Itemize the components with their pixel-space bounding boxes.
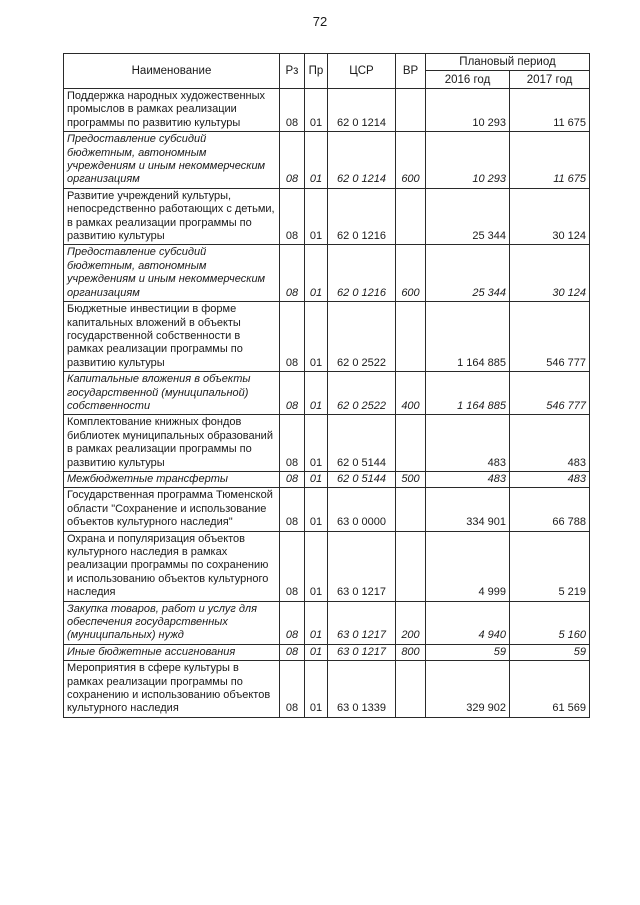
row-amount-2016: 1 164 885: [426, 372, 510, 415]
row-amount-2016: 329 902: [426, 661, 510, 718]
row-rz: 08: [280, 188, 305, 245]
table-row: [64, 531, 590, 601]
table-row: [64, 89, 590, 132]
header-year-2017: 2017 год: [510, 71, 590, 89]
table-row: [64, 372, 590, 415]
row-pr: 01: [305, 89, 328, 132]
row-pr: 01: [305, 488, 328, 531]
row-csr: 62 0 2522: [328, 372, 396, 415]
table-row: [64, 471, 590, 487]
row-csr: 62 0 1214: [328, 132, 396, 189]
row-name: Иные бюджетные ассигнования: [64, 644, 280, 660]
row-rz: 08: [280, 601, 305, 644]
row-amount-2016: 1 164 885: [426, 302, 510, 372]
row-vr: [396, 488, 426, 531]
row-amount-2017: 483: [510, 415, 590, 472]
row-vr: 800: [396, 644, 426, 660]
row-pr: 01: [305, 188, 328, 245]
row-amount-2017: 30 124: [510, 245, 590, 302]
row-rz: 08: [280, 644, 305, 660]
header-pr: Пр: [305, 54, 328, 89]
header-csr: ЦСР: [328, 54, 396, 89]
row-name: Межбюджетные трансферты: [64, 471, 280, 487]
row-name: Развитие учреждений культуры, непосредственно работающих с детьми, в рамках реализации программы по развитию культуры: [64, 188, 280, 245]
row-amount-2016: 25 344: [426, 245, 510, 302]
row-amount-2016: 334 901: [426, 488, 510, 531]
table-row: [64, 188, 590, 245]
row-vr: [396, 661, 426, 718]
row-csr: 63 0 1217: [328, 531, 396, 601]
row-pr: 01: [305, 415, 328, 472]
row-name: Мероприятия в сфере культуры в рамках реализации программы по сохранению и использованию объектов культурного наследия: [64, 661, 280, 718]
page-number: 72: [312, 14, 328, 29]
table-row: [64, 488, 590, 531]
row-name: Капитальные вложения в объекты государственной (муниципальной) собственности: [64, 372, 280, 415]
row-rz: 08: [280, 302, 305, 372]
table-header: [64, 54, 590, 89]
row-rz: 08: [280, 372, 305, 415]
row-vr: 600: [396, 132, 426, 189]
row-rz: 08: [280, 531, 305, 601]
row-pr: 01: [305, 245, 328, 302]
row-amount-2016: 483: [426, 415, 510, 472]
table-row: [64, 601, 590, 644]
table-row: [64, 245, 590, 302]
table-row: [64, 132, 590, 189]
row-csr: 63 0 1339: [328, 661, 396, 718]
row-vr: [396, 302, 426, 372]
row-amount-2016: 25 344: [426, 188, 510, 245]
row-pr: 01: [305, 601, 328, 644]
row-amount-2017: 5 219: [510, 531, 590, 601]
row-csr: 62 0 5144: [328, 415, 396, 472]
row-csr: 62 0 2522: [328, 302, 396, 372]
row-csr: 62 0 5144: [328, 471, 396, 487]
row-amount-2017: 546 777: [510, 302, 590, 372]
row-amount-2016: 4 940: [426, 601, 510, 644]
row-csr: 63 0 1217: [328, 601, 396, 644]
row-name: Бюджетные инвестиции в форме капитальных вложений в объекты государственной собственности в рамках реализации программы по развитию культуры: [64, 302, 280, 372]
row-name: Поддержка народных художественных промыслов в рамках реализации программы по развитию культуры: [64, 89, 280, 132]
row-vr: 600: [396, 245, 426, 302]
header-vr: ВР: [396, 54, 426, 89]
row-vr: [396, 531, 426, 601]
row-rz: 08: [280, 488, 305, 531]
row-amount-2016: 4 999: [426, 531, 510, 601]
table-body: [64, 89, 590, 718]
row-vr: [396, 89, 426, 132]
header-planned-period: Плановый период: [426, 54, 590, 71]
row-csr: 63 0 1217: [328, 644, 396, 660]
row-amount-2016: 10 293: [426, 132, 510, 189]
row-amount-2017: 546 777: [510, 372, 590, 415]
row-rz: 08: [280, 471, 305, 487]
table-row: [64, 415, 590, 472]
row-pr: 01: [305, 644, 328, 660]
row-vr: [396, 188, 426, 245]
row-amount-2017: 11 675: [510, 132, 590, 189]
row-vr: 500: [396, 471, 426, 487]
row-amount-2016: 483: [426, 471, 510, 487]
row-pr: 01: [305, 471, 328, 487]
row-name: Охрана и популяризация объектов культурного наследия в рамках реализации программы по сохранению и использованию объектов культурного наследия: [64, 531, 280, 601]
table-row: [64, 661, 590, 718]
row-vr: 400: [396, 372, 426, 415]
row-rz: 08: [280, 661, 305, 718]
row-amount-2016: 59: [426, 644, 510, 660]
row-amount-2017: 66 788: [510, 488, 590, 531]
row-pr: 01: [305, 531, 328, 601]
row-csr: 62 0 1216: [328, 188, 396, 245]
row-rz: 08: [280, 415, 305, 472]
header-name: Наименование: [64, 54, 280, 89]
row-rz: 08: [280, 132, 305, 189]
row-name: Предоставление субсидий бюджетным, автономным учреждениям и иным некоммерческим организациям: [64, 245, 280, 302]
row-csr: 62 0 1214: [328, 89, 396, 132]
row-amount-2017: 30 124: [510, 188, 590, 245]
row-amount-2017: 11 675: [510, 89, 590, 132]
row-amount-2017: 61 569: [510, 661, 590, 718]
row-name: Закупка товаров, работ и услуг для обеспечения государственных (муниципальных) нужд: [64, 601, 280, 644]
row-amount-2017: 5 160: [510, 601, 590, 644]
row-pr: 01: [305, 132, 328, 189]
row-csr: 62 0 1216: [328, 245, 396, 302]
row-pr: 01: [305, 302, 328, 372]
row-csr: 63 0 0000: [328, 488, 396, 531]
row-amount-2017: 483: [510, 471, 590, 487]
row-name: Государственная программа Тюменской области "Сохранение и использование объектов культурного наследия": [64, 488, 280, 531]
row-name: Предоставление субсидий бюджетным, автономным учреждениям и иным некоммерческим организациям: [64, 132, 280, 189]
header-rz: Рз: [280, 54, 305, 89]
table-row: [64, 644, 590, 660]
table-row: [64, 302, 590, 372]
row-amount-2017: 59: [510, 644, 590, 660]
row-vr: [396, 415, 426, 472]
row-vr: 200: [396, 601, 426, 644]
row-name: Комплектование книжных фондов библиотек муниципальных образований в рамках реализации программы по развитию культуры: [64, 415, 280, 472]
row-rz: 08: [280, 89, 305, 132]
budget-table: [63, 53, 590, 718]
row-rz: 08: [280, 245, 305, 302]
header-year-2016: 2016 год: [426, 71, 510, 89]
row-pr: 01: [305, 372, 328, 415]
row-amount-2016: 10 293: [426, 89, 510, 132]
row-pr: 01: [305, 661, 328, 718]
